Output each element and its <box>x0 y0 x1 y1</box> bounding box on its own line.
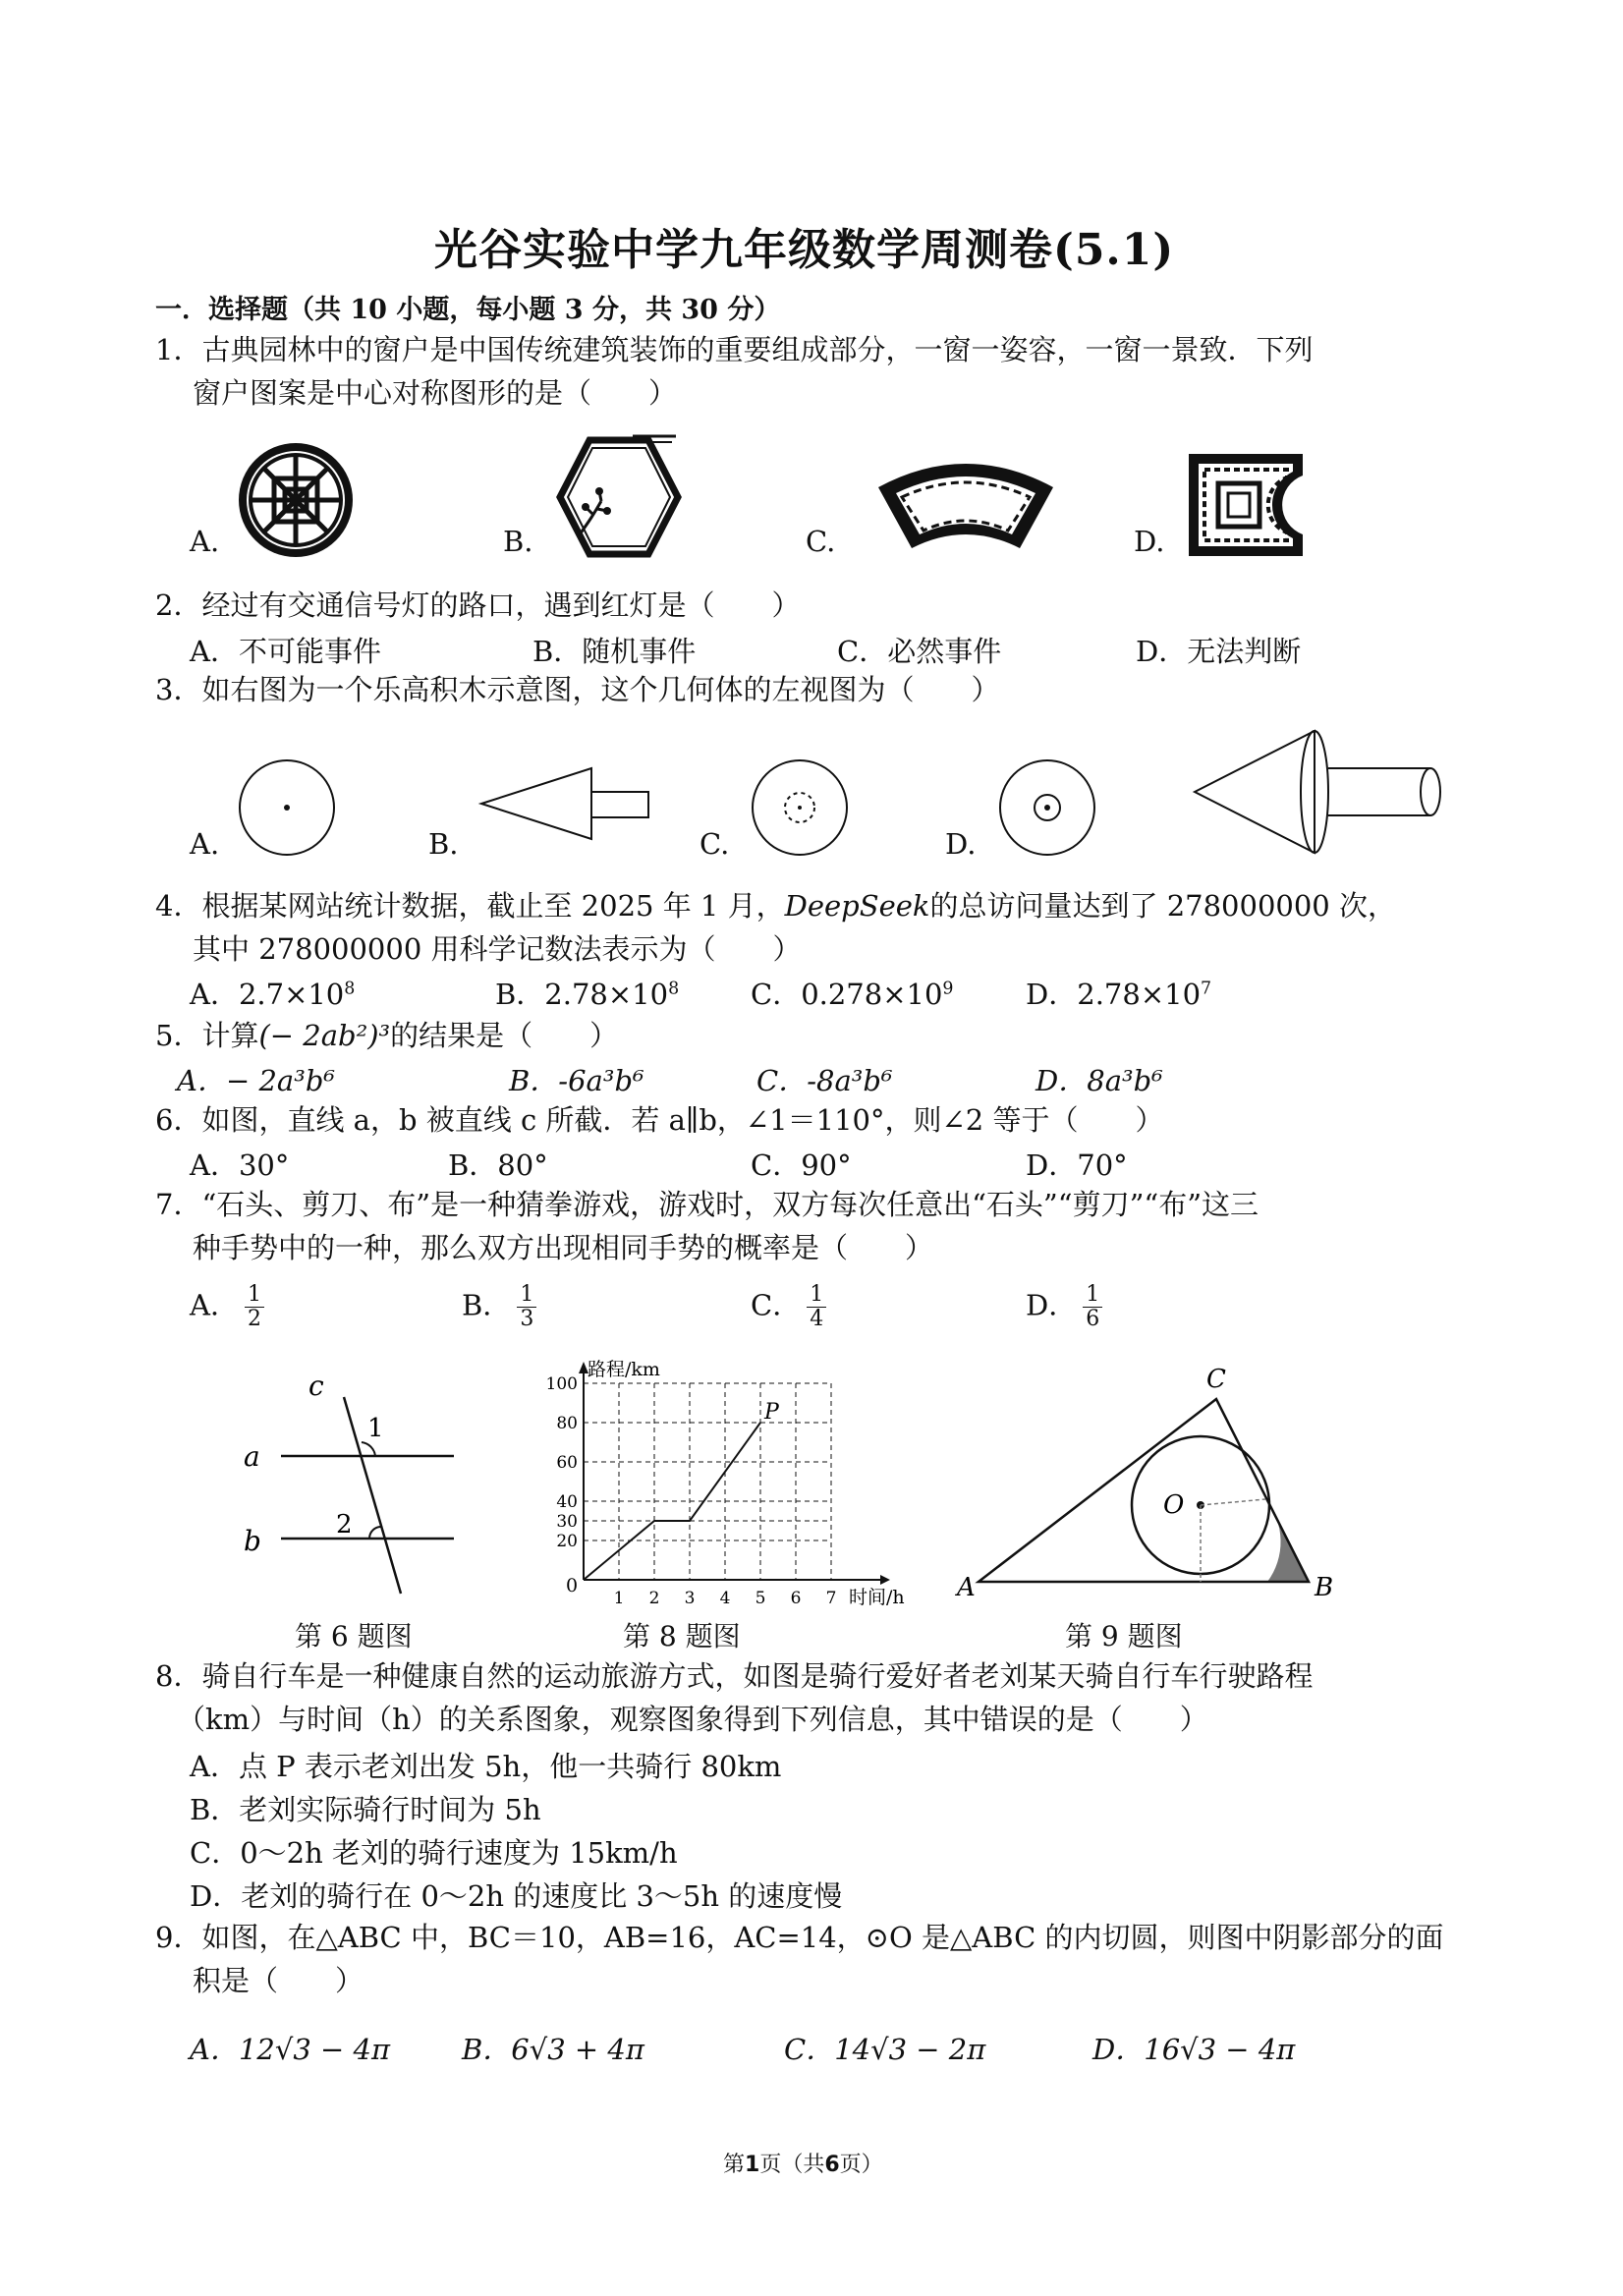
fig6-caption: 第 6 题图 <box>295 1620 413 1652</box>
fig8-xlabel: 时间/h <box>849 1587 905 1608</box>
window-a-image <box>236 440 356 560</box>
q6-stem: 6．如图，直线 a，b 被直线 c 所截．若 a∥b，∠1＝110°，则∠2 等于（ ） <box>155 1103 1164 1137</box>
q7-opt-b-label: B． <box>462 1288 512 1322</box>
q9-line2: 积是（ ） <box>193 1964 364 1997</box>
q7-opt-c-label: C． <box>751 1288 802 1322</box>
q4-line1-a: 4．根据某网站统计数据，截止至 2025 年 1 月， <box>155 889 785 923</box>
q4-opt-b-base: B．2.78×10 <box>495 978 669 1011</box>
q1-line1: 1．古典园林中的窗户是中国传统建筑装饰的重要组成部分，一窗一姿容，一窗一景致．下列 <box>155 333 1314 366</box>
q4-line1 <box>155 884 1396 927</box>
fig8-xtick-label: 1 <box>613 1589 625 1608</box>
fig8-ytick-label: 30 <box>556 1512 578 1532</box>
fig9-label-c: C <box>1206 1365 1226 1394</box>
q9-opt-a: A．12√3 − 4π <box>190 2033 391 2066</box>
q8-opt-d: D．老刘的骑行在 0～2h 的速度比 3～5h 的速度慢 <box>190 1879 843 1913</box>
q6-opt-a: A．30° <box>190 1148 290 1182</box>
q7-opt-c-num: 1 <box>807 1283 826 1308</box>
q4-line1-b: 的总访问量达到了 278000000 次， <box>929 889 1396 923</box>
q7-opt-d-label: D． <box>1026 1288 1078 1322</box>
q8-line1: 8．骑自行车是一种健康自然的运动旅游方式，如图是骑行爱好者老刘某天骑自行车行驶路程 <box>155 1659 1314 1693</box>
fig8-ytick-label: 20 <box>556 1532 578 1551</box>
q1-line2: 窗户图案是中心对称图形的是（ ） <box>193 376 678 410</box>
q8-opt-c: C．0～2h 老刘的骑行速度为 15km/h <box>190 1836 678 1870</box>
q1-opt-d: D. <box>1134 525 1165 558</box>
q9-line1: 9．如图，在△ABC 中，BC＝10，AB=16，AC=14，⊙O 是△ABC 的内切圆，则图中阴影部分的面 <box>155 1921 1444 1954</box>
footer-total-pages: 6 <box>824 2153 840 2177</box>
q7-opt-a-fraction <box>245 1283 264 1331</box>
fig6-label-2: 2 <box>336 1510 353 1540</box>
q7-opt-d-fraction <box>1083 1283 1102 1331</box>
q4-opt-a-exp: 8 <box>344 979 356 999</box>
q8-line2: （km）与时间（h）的关系图象，观察图象得到下列信息，其中错误的是（ ） <box>177 1703 1208 1736</box>
page-title: 光谷实验中学九年级数学周测卷(5.1) <box>434 225 1175 275</box>
q3-opt-d: D. <box>945 827 977 861</box>
fig9-diagram <box>949 1354 1342 1609</box>
fig8-xtick-label: 5 <box>755 1589 766 1608</box>
fig8-ytick-label: 100 <box>545 1374 578 1394</box>
fig6-label-c: c <box>308 1372 324 1402</box>
fig9-triangle <box>979 1399 1309 1582</box>
q5-opt-d: D．8a³b⁶ <box>1035 1064 1163 1097</box>
window-c-image <box>872 458 1059 556</box>
q4-opt-d-exp: 7 <box>1201 979 1212 999</box>
q6-opt-d: D．70° <box>1026 1148 1128 1182</box>
q3-view-a-image <box>236 756 338 859</box>
q7-opt-a-den: 2 <box>247 1307 261 1331</box>
section-heading: 一．选择题（共 10 小题，每小题 3 分，共 30 分） <box>155 295 781 325</box>
q4-opt-a-base: A．2.7×10 <box>190 978 345 1011</box>
q7-opt-d <box>1026 1283 1102 1331</box>
q4-brand: DeepSeek <box>784 889 930 923</box>
q4-opt-c <box>751 973 954 1013</box>
q6-opt-b: B．80° <box>448 1148 548 1182</box>
fig8-x-arrow <box>880 1575 890 1585</box>
window-b-image <box>550 432 684 562</box>
footer-pre: 第 <box>723 2153 746 2177</box>
q3-opt-c: C. <box>700 827 730 861</box>
fig6-angle1-arc <box>362 1442 375 1456</box>
q5-stem <box>155 1014 618 1057</box>
q1-opt-a: A. <box>190 525 220 558</box>
fig6-angle2-arc <box>369 1527 382 1539</box>
window-d-image <box>1185 450 1307 560</box>
q7-opt-b-num: 1 <box>517 1283 536 1308</box>
q7-opt-d-num: 1 <box>1083 1283 1102 1308</box>
fig8-xtick-label: 3 <box>684 1589 696 1608</box>
q5-opt-b: B．-6a³b⁶ <box>509 1064 644 1097</box>
q7-opt-a-num: 1 <box>245 1283 264 1308</box>
q4-line2: 其中 278000000 用科学记数法表示为（ ） <box>193 932 802 966</box>
fig8-ytick-label: 80 <box>556 1414 578 1433</box>
q7-opt-b-den: 3 <box>520 1307 534 1331</box>
q7-opt-c-den: 4 <box>810 1307 824 1331</box>
fig9-label-a: A <box>957 1573 976 1602</box>
q7-line1: 7．“石头、剪刀、布”是一种猜拳游戏，游戏时，双方每次任意出“石头”“剪刀”“布”这三 <box>155 1188 1259 1221</box>
q3-view-d-image <box>996 756 1098 859</box>
q7-opt-d-den: 6 <box>1086 1307 1100 1331</box>
fig8-ytick-label: 40 <box>556 1492 578 1512</box>
q7-opt-a <box>190 1283 264 1331</box>
fig8-origin: 0 <box>566 1575 579 1596</box>
q4-opt-d-base: D．2.78×10 <box>1026 978 1202 1011</box>
q8-opt-b: B．老刘实际骑行时间为 5h <box>190 1793 541 1826</box>
fig8-ylabel: 路程/km <box>588 1359 660 1380</box>
q2-opt-d: D．无法判断 <box>1136 635 1302 668</box>
fig8-xtick-label: 7 <box>825 1589 837 1608</box>
footer-mid: 页（共 <box>759 2153 825 2177</box>
q3-stem: 3．如右图为一个乐高积木示意图，这个几何体的左视图为（ ） <box>155 673 1000 706</box>
q2-opt-c: C．必然事件 <box>837 635 1002 668</box>
q7-opt-a-label: A． <box>190 1288 239 1322</box>
lego-solid-image <box>1191 727 1446 857</box>
q5-opt-a: A．− 2a³b⁶ <box>177 1064 336 1097</box>
q9-opt-d: D．16√3 − 4π <box>1092 2033 1296 2066</box>
q2-stem: 2．经过有交通信号灯的路口，遇到红灯是（ ） <box>155 588 801 622</box>
q2-opt-a: A．不可能事件 <box>190 635 381 668</box>
fig8-point-label: P <box>764 1400 779 1425</box>
page-footer <box>723 2148 883 2178</box>
q1-opt-b: B. <box>503 525 533 558</box>
fig6-diagram <box>236 1372 462 1597</box>
q6-opt-c: C．90° <box>751 1148 852 1182</box>
q8-opt-a: A．点 P 表示老刘出发 5h，他一共骑行 80km <box>190 1750 782 1783</box>
q5-stem-a: 5．计算 <box>155 1019 259 1052</box>
fig9-caption: 第 9 题图 <box>1065 1620 1183 1652</box>
q7-opt-b <box>462 1283 536 1331</box>
q4-opt-b-exp: 8 <box>668 979 680 999</box>
fig9-label-b: B <box>1315 1573 1334 1602</box>
footer-page-number: 1 <box>745 2153 760 2177</box>
fig8-grid <box>584 1383 831 1580</box>
q7-opt-c-fraction <box>807 1283 826 1331</box>
fig6-label-b: b <box>244 1525 261 1557</box>
fig9-label-o: O <box>1163 1490 1185 1520</box>
fig8-ticks <box>546 1374 837 1608</box>
fig8-xtick-label: 4 <box>719 1589 731 1608</box>
q4-opt-d <box>1026 973 1211 1013</box>
q3-opt-b: B. <box>428 827 459 861</box>
q4-opt-b <box>495 973 679 1013</box>
q3-view-c-image <box>749 756 851 859</box>
q7-line2: 种手势中的一种，那么双方出现相同手势的概率是（ ） <box>193 1231 934 1264</box>
q5-stem-b: 的结果是（ ） <box>390 1019 619 1052</box>
q4-opt-c-base: C．0.278×10 <box>751 978 943 1011</box>
q9-opt-c: C．14√3 − 2π <box>784 2033 986 2066</box>
fig6-label-1: 1 <box>367 1414 384 1443</box>
q5-opt-c: C．-8a³b⁶ <box>756 1064 893 1097</box>
fig8-xtick-label: 2 <box>648 1589 660 1608</box>
fig9-radius-right <box>1201 1499 1265 1505</box>
footer-post: 页） <box>839 2153 883 2177</box>
fig8-chart <box>534 1356 908 1611</box>
fig8-ytick-label: 60 <box>556 1453 578 1473</box>
q4-opt-a <box>190 973 355 1013</box>
q5-expression: (− 2ab²)³ <box>258 1019 391 1052</box>
q9-opt-b: B．6√3 + 4π <box>462 2033 644 2066</box>
q1-opt-c: C. <box>806 525 836 558</box>
q7-opt-c <box>751 1283 826 1331</box>
q4-opt-c-exp: 9 <box>942 979 954 999</box>
q2-opt-b: B．随机事件 <box>532 635 697 668</box>
q3-opt-a: A. <box>190 827 220 861</box>
fig8-xtick-label: 6 <box>790 1589 802 1608</box>
fig6-label-a: a <box>244 1440 260 1473</box>
fig8-caption: 第 8 题图 <box>623 1620 741 1652</box>
q3-view-b-image <box>477 764 652 843</box>
q7-opt-b-fraction <box>517 1283 536 1331</box>
